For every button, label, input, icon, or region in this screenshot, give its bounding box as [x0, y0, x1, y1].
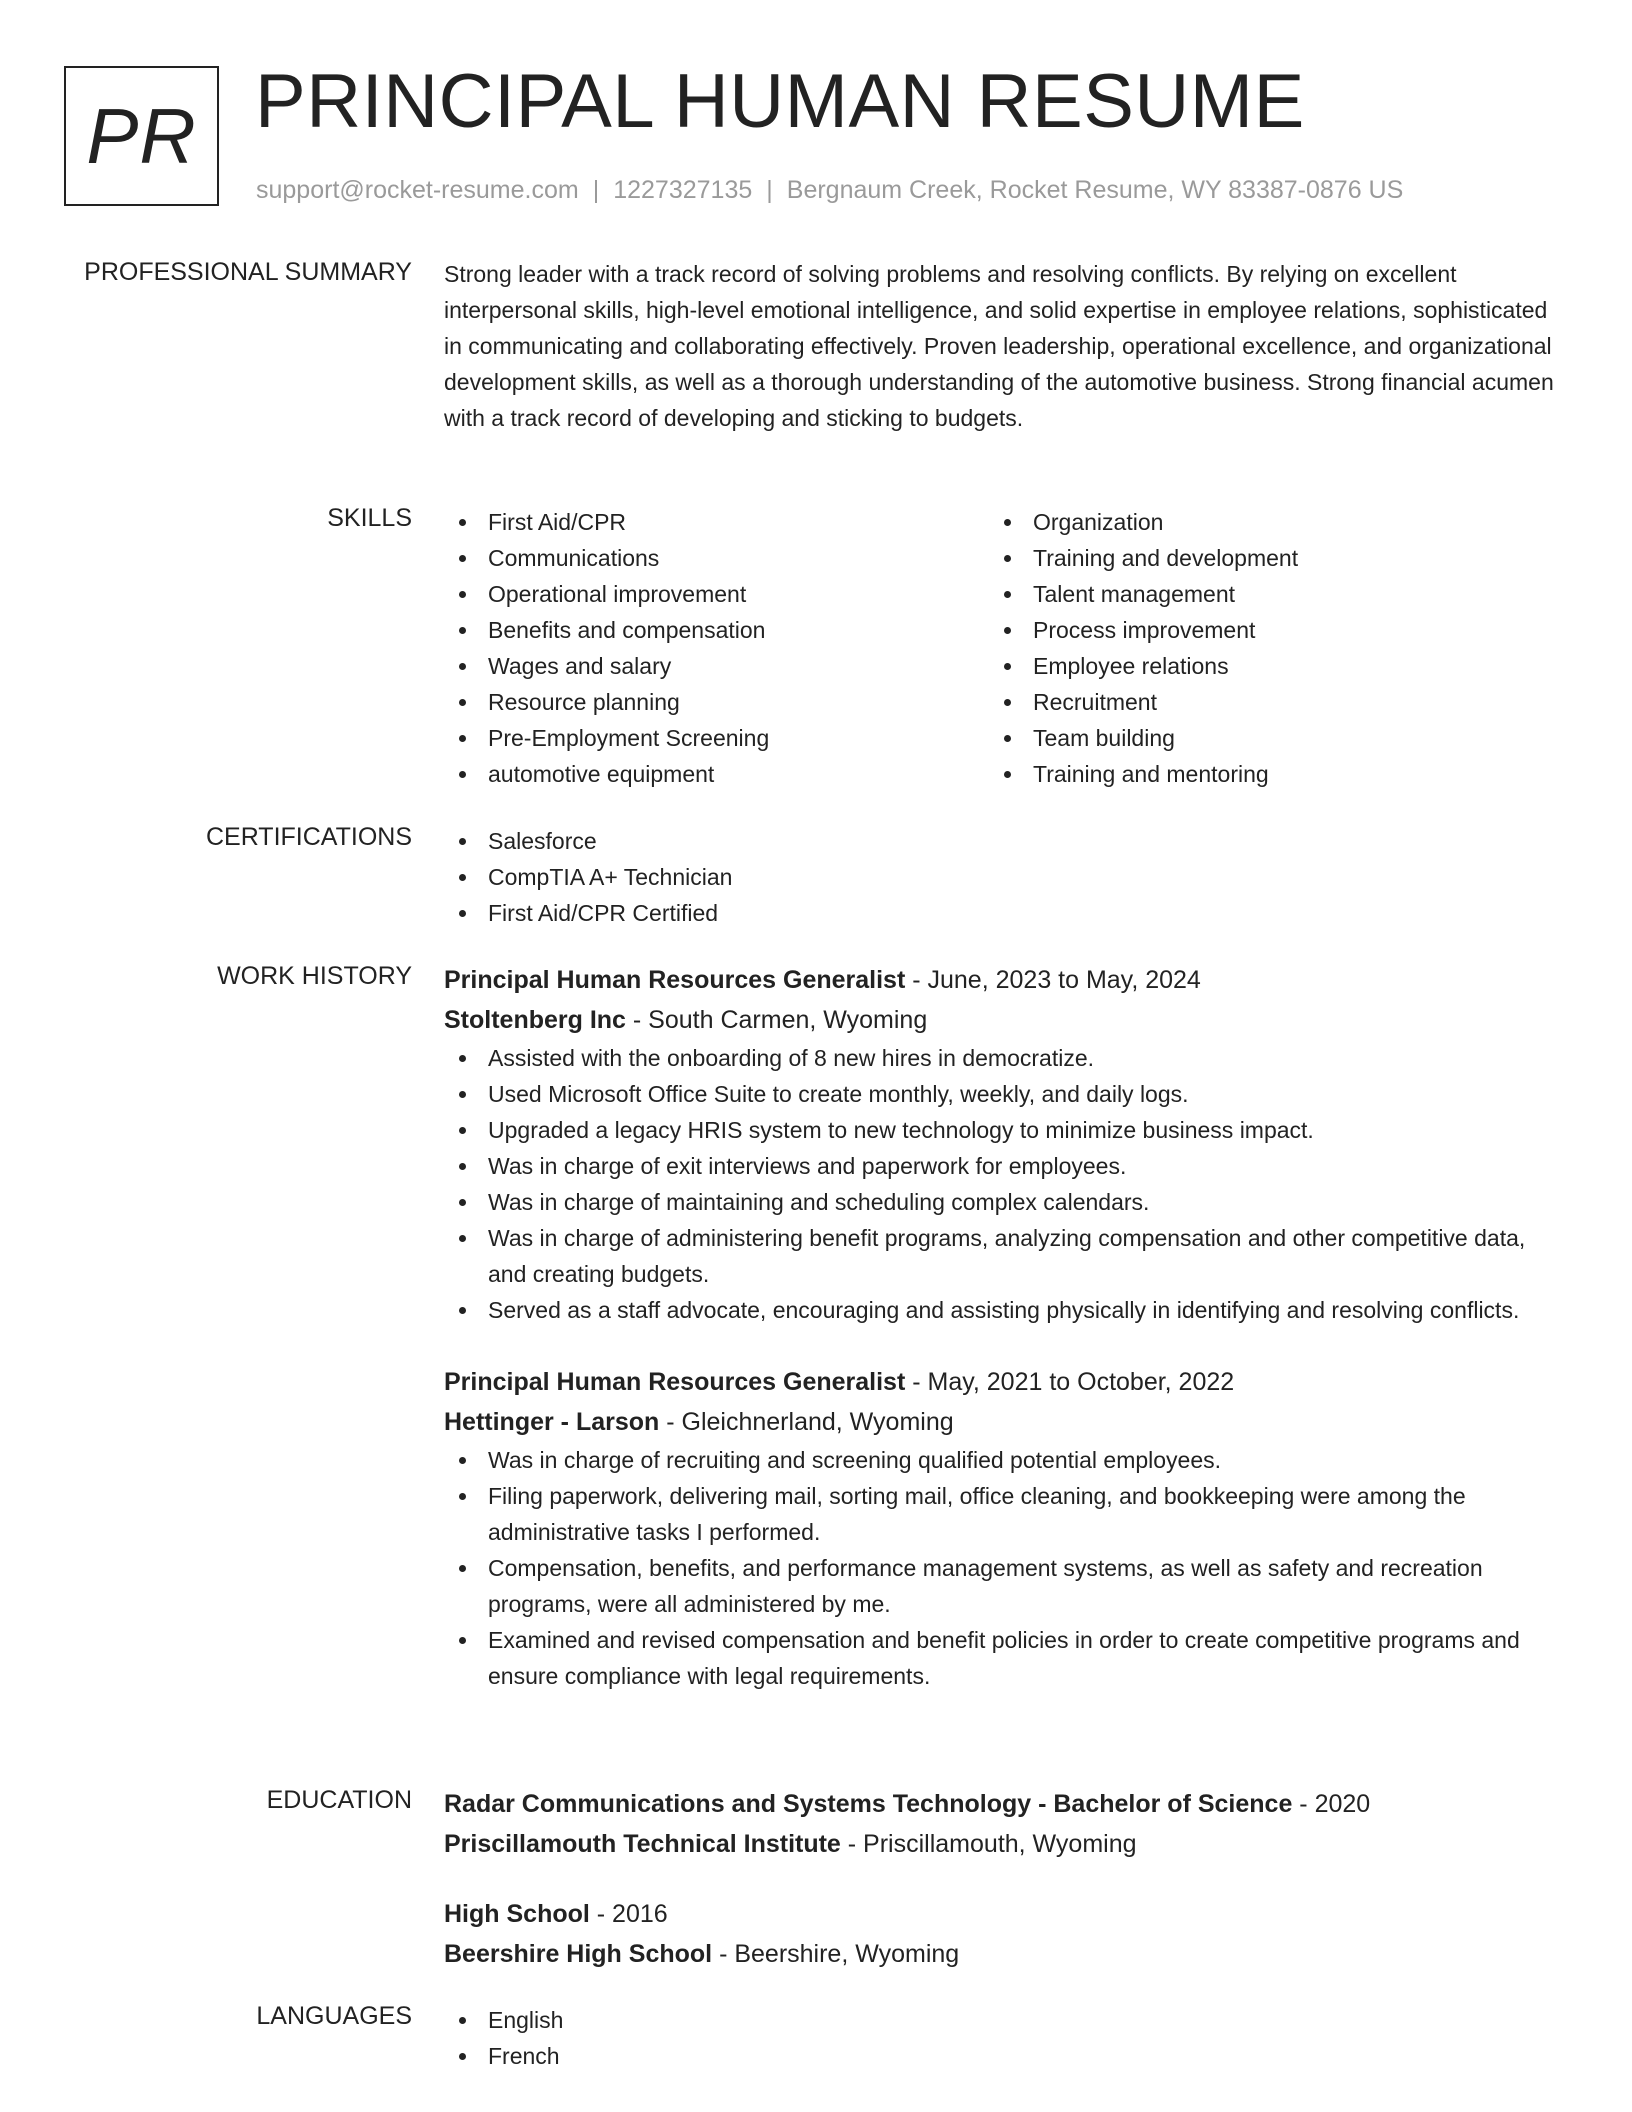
- work-history-body: [444, 960, 1559, 1728]
- languages-body: [444, 2002, 1559, 2074]
- education-school: Priscillamouth Technical Institute: [444, 1830, 841, 1858]
- job-company-line: [444, 1402, 1559, 1442]
- skill-item: First Aid/CPR: [444, 504, 989, 540]
- job-entry: [444, 1362, 1559, 1694]
- job-bullets: [444, 1040, 1559, 1328]
- education-degree: Radar Communications and Systems Technology - Bachelor of Science: [444, 1790, 1293, 1818]
- skill-item: Communications: [444, 540, 989, 576]
- skill-item: Benefits and compensation: [444, 612, 989, 648]
- education-school-line: [444, 1934, 1559, 1974]
- skill-item: Talent management: [989, 576, 1534, 612]
- summary-text: Strong leader with a track record of solving problems and resolving conflicts. By relying on excellent interpersonal skills, high-level emotional intelligence, and solid expertise in employee relations, sophisticated in communicating and collaborating effectively. Proven leadership, operational excellence, and organizational development skills, as well as a thorough understanding of the automotive business. Strong financial acumen with a track record of developing and sticking to budgets.: [444, 261, 1554, 431]
- language-item: English: [444, 2002, 1559, 2038]
- job-company: Hettinger - Larson: [444, 1408, 660, 1436]
- education-year: - 2016: [589, 1900, 668, 1928]
- job-bullet: Assisted with the onboarding of 8 new hires in democratize.: [444, 1040, 1559, 1076]
- education-school-line: [444, 1824, 1559, 1864]
- education-location: - Beershire, Wyoming: [712, 1940, 960, 1968]
- skill-item: Training and development: [989, 540, 1534, 576]
- contact-phone[interactable]: 1227327135: [613, 176, 753, 204]
- job-bullet: Was in charge of exit interviews and paperwork for employees.: [444, 1148, 1559, 1184]
- certification-item: CompTIA A+ Technician: [444, 859, 1559, 895]
- job-title-line: [444, 960, 1559, 1000]
- skills-body: [444, 504, 1559, 792]
- job-bullet: Was in charge of maintaining and scheduling complex calendars.: [444, 1184, 1559, 1220]
- section-label-education: EDUCATION: [266, 1786, 412, 1814]
- language-item: French: [444, 2038, 1559, 2074]
- certifications-body: [444, 823, 1559, 931]
- skill-item: Employee relations: [989, 648, 1534, 684]
- section-label-skills: SKILLS: [327, 504, 412, 532]
- job-bullet: Used Microsoft Office Suite to create monthly, weekly, and daily logs.: [444, 1076, 1559, 1112]
- education-degree-line: [444, 1784, 1559, 1824]
- skill-item: Recruitment: [989, 684, 1534, 720]
- contact-separator: |: [766, 176, 773, 204]
- skills-list-left: [444, 504, 989, 792]
- job-company-line: [444, 1000, 1559, 1040]
- education-year: - 2020: [1292, 1790, 1371, 1818]
- summary-body: [444, 256, 1559, 436]
- skill-item: Resource planning: [444, 684, 989, 720]
- skill-item: Pre-Employment Screening: [444, 720, 989, 756]
- skill-item: Operational improvement: [444, 576, 989, 612]
- skill-item: automotive equipment: [444, 756, 989, 792]
- education-body: [444, 1784, 1559, 2004]
- section-label-certifications: CERTIFICATIONS: [205, 823, 412, 851]
- skills-grid: [444, 504, 1559, 792]
- certifications-list: [444, 823, 1559, 931]
- certification-item: First Aid/CPR Certified: [444, 895, 1559, 931]
- job-title-line: [444, 1362, 1559, 1402]
- resume-name: PRINCIPAL HUMAN RESUME: [255, 59, 1305, 144]
- job-entry: [444, 960, 1559, 1328]
- contact-email[interactable]: support@rocket-resume.com: [256, 176, 579, 204]
- certification-item: Salesforce: [444, 823, 1559, 859]
- job-title: Principal Human Resources Generalist: [444, 1368, 906, 1396]
- job-bullet: Served as a staff advocate, encouraging and assisting physically in identifying and resolving conflicts.: [444, 1292, 1559, 1328]
- job-bullet: Upgraded a legacy HRIS system to new technology to minimize business impact.: [444, 1112, 1559, 1148]
- education-degree-line: [444, 1894, 1559, 1934]
- monogram-badge: [64, 66, 219, 206]
- job-bullet: Filing paperwork, delivering mail, sorting mail, office cleaning, and bookkeeping were among the administrative tasks I performed.: [444, 1478, 1559, 1550]
- skill-item: Wages and salary: [444, 648, 989, 684]
- education-degree: High School: [444, 1900, 590, 1928]
- education-entry: [444, 1784, 1559, 1864]
- languages-list: [444, 2002, 1559, 2074]
- education-entry: [444, 1894, 1559, 1974]
- section-label-work-history: WORK HISTORY: [217, 962, 412, 990]
- skills-list-right: [989, 504, 1534, 792]
- skill-item: Process improvement: [989, 612, 1534, 648]
- job-location: - Gleichnerland, Wyoming: [659, 1408, 954, 1436]
- job-bullet: Was in charge of recruiting and screening qualified potential employees.: [444, 1442, 1559, 1478]
- section-label-languages: LANGUAGES: [256, 2002, 412, 2030]
- skill-item: Organization: [989, 504, 1534, 540]
- job-title: Principal Human Resources Generalist: [444, 966, 906, 994]
- job-location: - South Carmen, Wyoming: [625, 1006, 928, 1034]
- job-bullet: Was in charge of administering benefit programs, analyzing compensation and other competitive data, and creating budgets.: [444, 1220, 1559, 1292]
- job-dates: - June, 2023 to May, 2024: [905, 966, 1201, 994]
- section-label-summary: PROFESSIONAL SUMMARY: [84, 258, 412, 286]
- contact-separator: |: [592, 176, 600, 204]
- job-bullet: Examined and revised compensation and benefit policies in order to create competitive programs and ensure compliance with legal requirements.: [444, 1622, 1559, 1694]
- job-bullet: Compensation, benefits, and performance management systems, as well as safety and recreation programs, were all administered by me.: [444, 1550, 1559, 1622]
- skill-item: Team building: [989, 720, 1534, 756]
- job-dates: - May, 2021 to October, 2022: [905, 1368, 1235, 1396]
- monogram-text: PR: [86, 91, 197, 180]
- education-school: Beershire High School: [444, 1940, 713, 1968]
- job-company: Stoltenberg Inc: [444, 1006, 626, 1034]
- education-location: - Priscillamouth, Wyoming: [840, 1830, 1137, 1858]
- skill-item: Training and mentoring: [989, 756, 1534, 792]
- contact-address: Bergnaum Creek, Rocket Resume, WY 83387-0876 US: [786, 176, 1404, 204]
- job-bullets: [444, 1442, 1559, 1694]
- contact-line: [256, 176, 1403, 205]
